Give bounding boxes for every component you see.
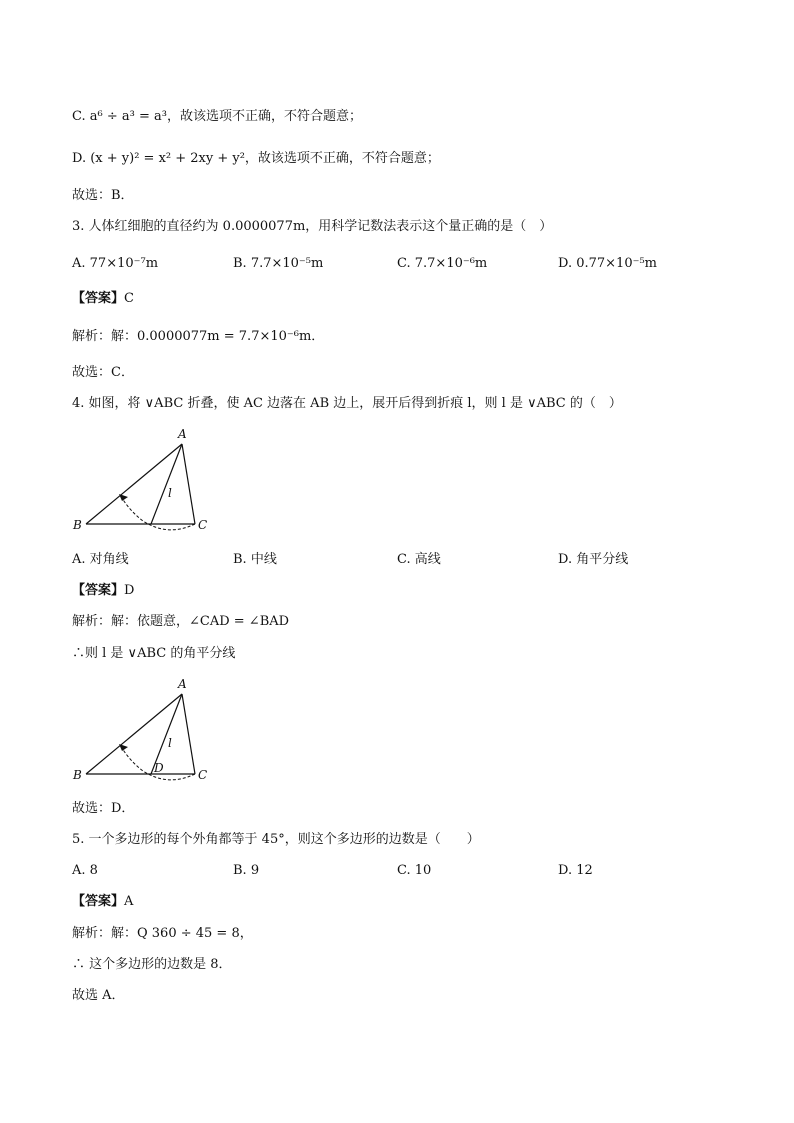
q5-option-d: D. 12 xyxy=(558,863,593,878)
label-l: l xyxy=(168,486,172,500)
label-a: A xyxy=(178,427,187,441)
side-ab xyxy=(86,694,182,774)
q4-analysis: 解析：解：依题意，∠CAD = ∠BAD xyxy=(72,614,290,629)
label-c: C xyxy=(198,768,208,782)
q3-stem: 3. 人体红细胞的直径约为 0.0000077m，用科学记数法表示这个量正确的是（ ） xyxy=(72,219,553,234)
q4-choose: 故选：D． xyxy=(72,801,135,816)
q5-choose: 故选 A． xyxy=(72,988,125,1003)
label-b: B xyxy=(73,518,82,532)
q3-option-a: A. 77×10⁻⁷m xyxy=(72,256,159,271)
q3-option-c: C. 7.7×10⁻⁶m xyxy=(397,256,488,271)
q3-option-b: B. 7.7×10⁻⁵m xyxy=(233,256,324,271)
q5-option-a: A. 8 xyxy=(72,863,98,878)
q4-answer-row xyxy=(72,582,134,600)
q4-triangle-figure xyxy=(68,425,228,540)
q5-option-c: C. 10 xyxy=(397,863,432,878)
q5-analysis: 解析：解：Q 360 ÷ 45 = 8， xyxy=(72,926,253,941)
q4-solution-figure xyxy=(68,675,228,790)
side-ac xyxy=(182,444,195,524)
q5-stem: 5. 一个多边形的每个外角都等于 45°，则这个多边形的边数是（ ） xyxy=(72,832,480,847)
arrow-head xyxy=(119,744,128,751)
q2-option-d: D. (x + y)² = x² + 2xy + y²，故该选项不正确，不符合题意； xyxy=(72,151,440,166)
answer-label: 【答案】 xyxy=(72,583,125,598)
label-l: l xyxy=(168,736,172,750)
q5-answer-row xyxy=(72,893,133,911)
answer-value: C xyxy=(124,291,134,306)
q4-option-c: C. 高线 xyxy=(397,552,441,567)
answer-value: A xyxy=(124,894,134,909)
answer-label: 【答案】 xyxy=(72,894,125,909)
side-ac xyxy=(182,694,195,774)
label-a: A xyxy=(178,677,187,691)
q3-analysis: 解析：解：0.0000077m = 7.7×10⁻⁶m． xyxy=(72,329,325,344)
answer-value: D xyxy=(124,583,135,598)
q4-option-d: D. 角平分线 xyxy=(558,552,629,567)
q2-option-c: C. a⁶ ÷ a³ = a³，故该选项不正确，不符合题意； xyxy=(72,109,362,124)
q3-answer-row xyxy=(72,290,134,308)
q2-choose: 故选：B． xyxy=(72,188,134,203)
side-ab xyxy=(86,444,182,524)
answer-label: 【答案】 xyxy=(72,291,125,306)
q5-conclusion: ∴ 这个多边形的边数是 8． xyxy=(72,957,232,972)
label-c: C xyxy=(198,518,208,532)
fold-line-l xyxy=(151,444,182,524)
label-d: D xyxy=(154,761,164,775)
q4-option-a: A. 对角线 xyxy=(72,552,129,567)
q4-conclusion: ∴则 l 是 ∨ABC 的角平分线 xyxy=(72,646,236,661)
arrow-head xyxy=(119,494,128,501)
q3-option-d: D. 0.77×10⁻⁵m xyxy=(558,256,658,271)
q4-option-b: B. 中线 xyxy=(233,552,277,567)
q5-option-b: B. 9 xyxy=(233,863,260,878)
fold-arc xyxy=(122,498,195,530)
q3-choose: 故选：C． xyxy=(72,365,134,380)
label-b: B xyxy=(73,768,82,782)
q4-stem: 4. 如图，将 ∨ABC 折叠，使 AC 边落在 AB 边上，展开后得到折痕 l，则 l 是 ∨ABC 的（ ） xyxy=(72,396,622,411)
